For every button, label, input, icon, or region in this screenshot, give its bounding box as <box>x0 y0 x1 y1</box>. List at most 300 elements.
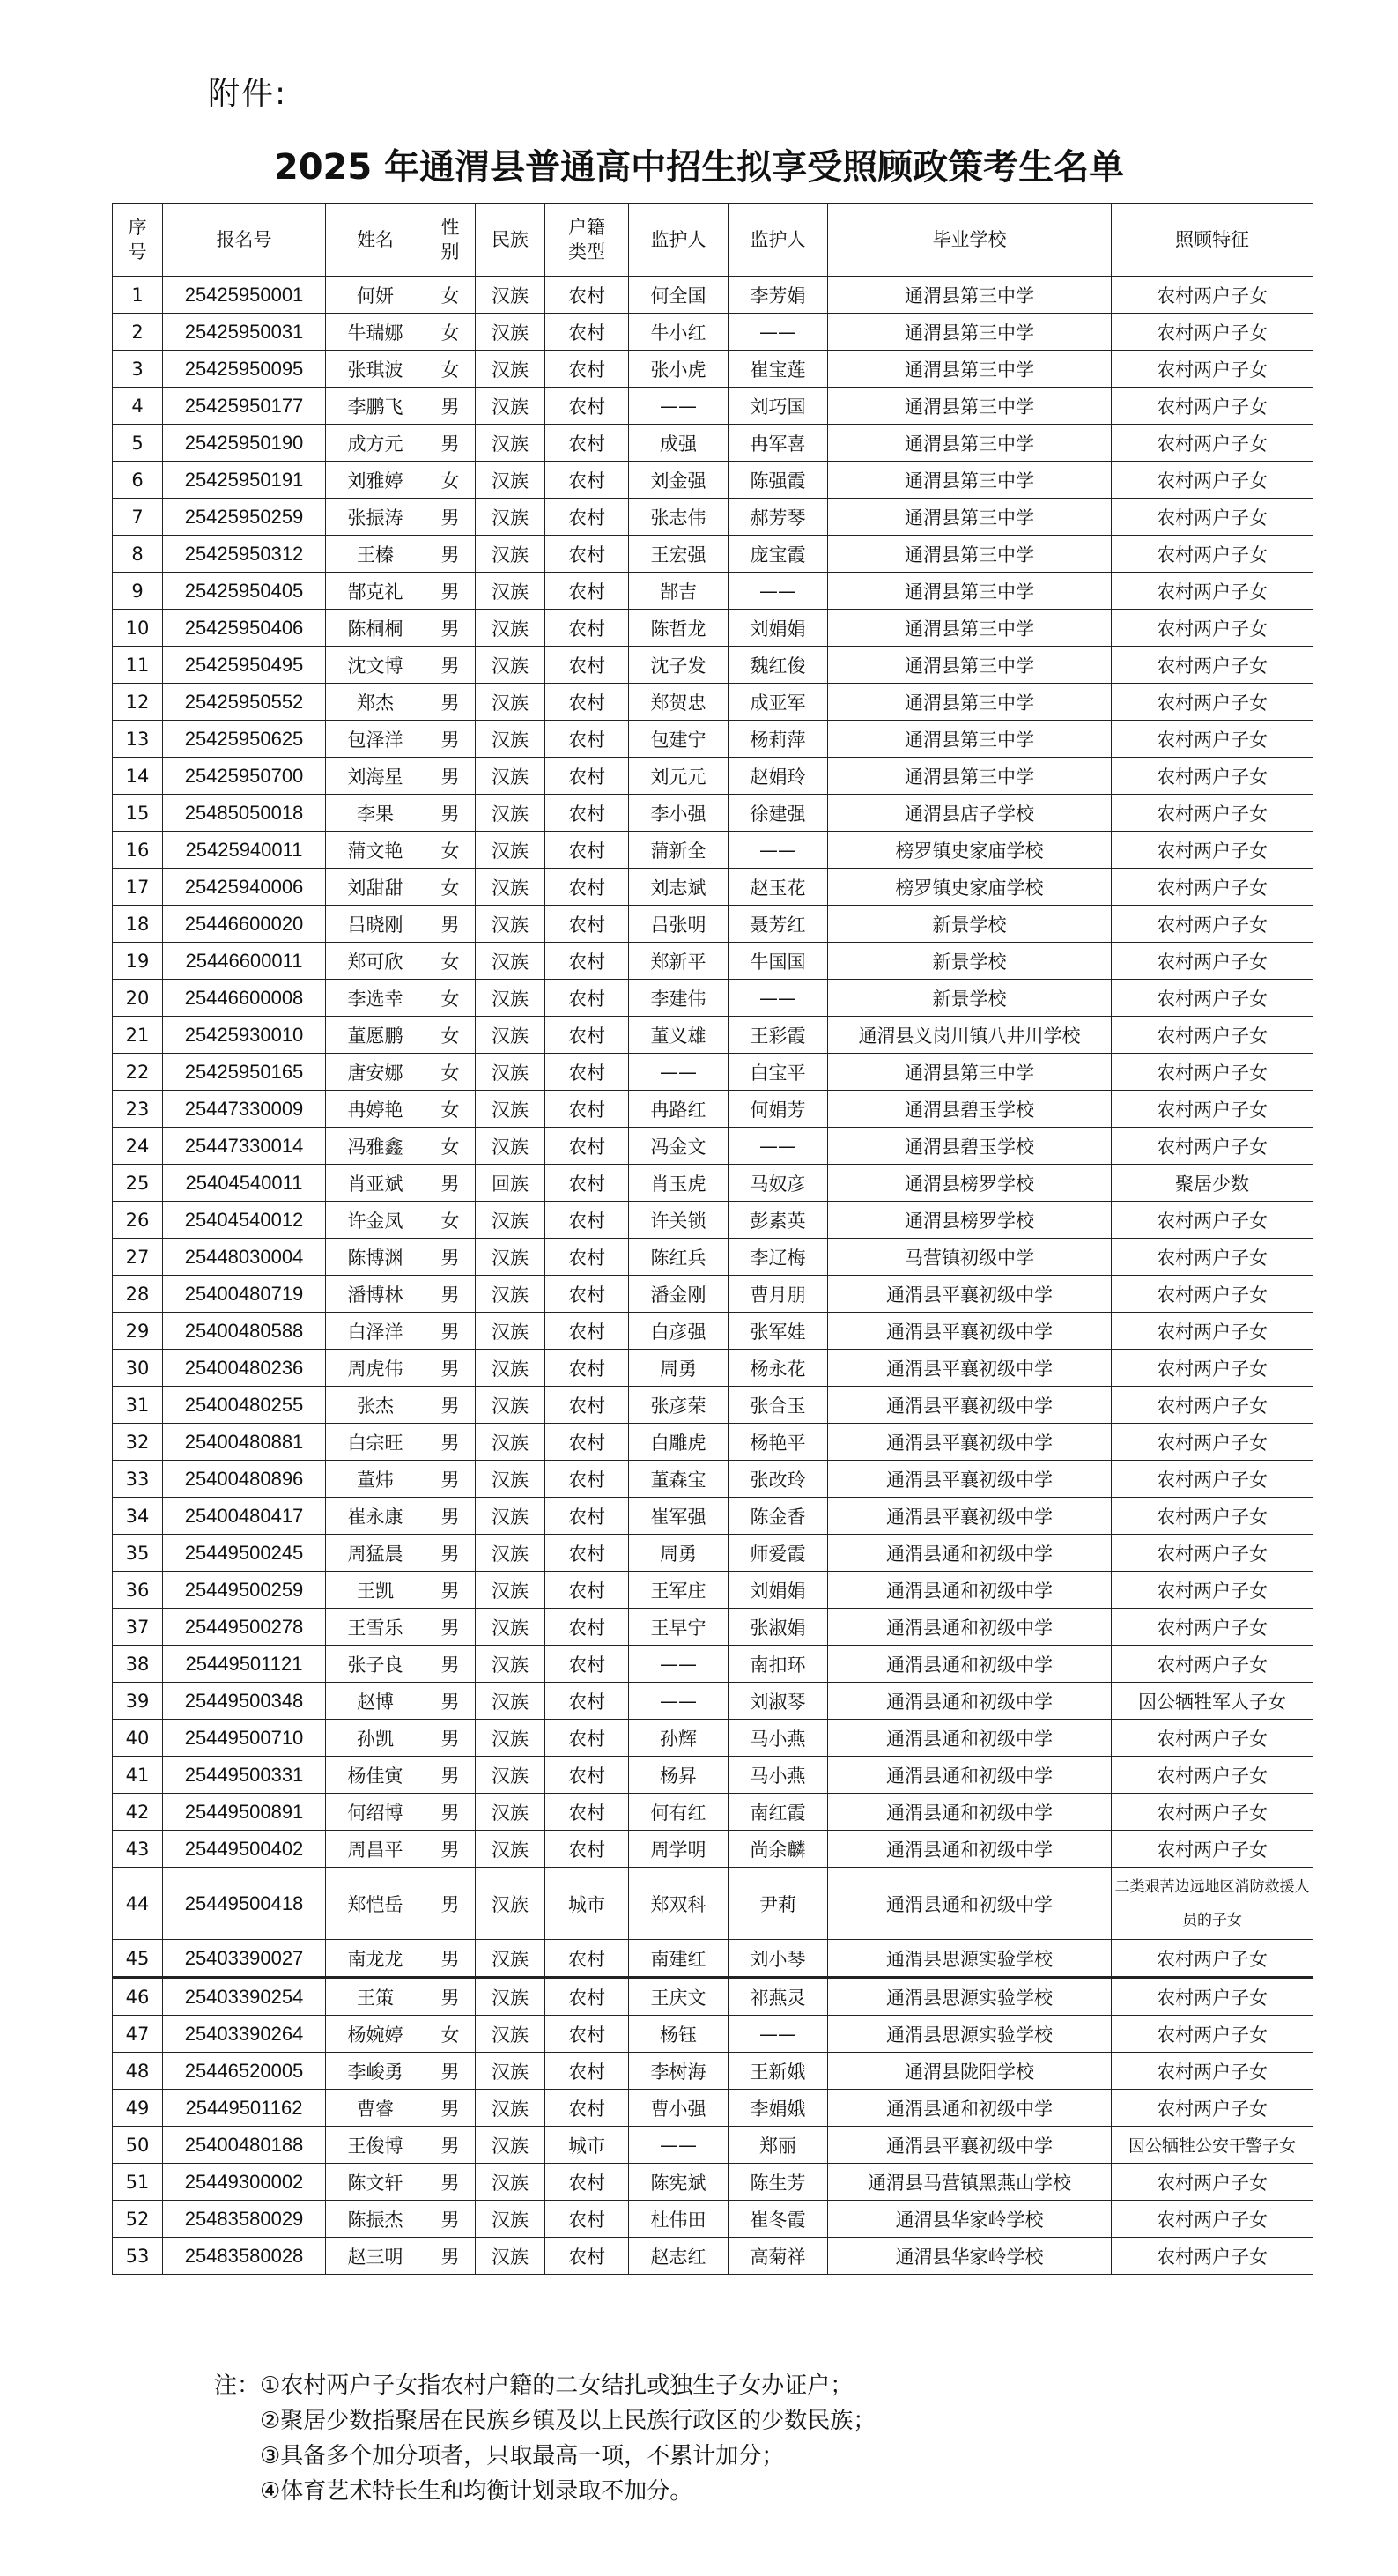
cell-feature: 农村两户子女 <box>1112 1572 1313 1609</box>
cell-guardian-1: 冯金文 <box>629 1128 729 1165</box>
cell-reg-no: 25449501121 <box>163 1646 326 1683</box>
cell-hukou: 农村 <box>545 610 629 647</box>
cell-seq: 51 <box>113 2164 163 2201</box>
cell-school: 通渭县第三中学 <box>828 351 1112 388</box>
cell-guardian-1: 杜伟田 <box>629 2201 729 2238</box>
cell-name: 潘博林 <box>326 1276 425 1313</box>
cell-gender: 女 <box>425 1202 476 1239</box>
col-guardian-2: 监护人 <box>729 204 828 277</box>
table-row <box>113 1461 1313 1498</box>
cell-gender: 男 <box>425 1498 476 1535</box>
cell-guardian-1: 周学明 <box>629 1831 729 1868</box>
cell-guardian-1: 曹小强 <box>629 2090 729 2127</box>
cell-seq: 8 <box>113 536 163 573</box>
cell-gender: 男 <box>425 795 476 832</box>
cell-guardian-1: —— <box>629 2127 729 2164</box>
cell-feature: 农村两户子女 <box>1112 906 1313 943</box>
cell-guardian-1: 李小强 <box>629 795 729 832</box>
col-school: 毕业学校 <box>828 204 1112 277</box>
cell-reg-no: 25425950165 <box>163 1054 326 1091</box>
cell-seq: 38 <box>113 1646 163 1683</box>
cell-hukou: 城市 <box>545 2127 629 2164</box>
cell-gender: 男 <box>425 1276 476 1313</box>
cell-guardian-2: 牛国国 <box>729 943 828 980</box>
student-list-table <box>112 203 1313 2275</box>
cell-seq: 4 <box>113 388 163 425</box>
cell-reg-no: 25483580028 <box>163 2238 326 2275</box>
cell-reg-no: 25425950312 <box>163 536 326 573</box>
cell-reg-no: 25485050018 <box>163 795 326 832</box>
cell-seq: 32 <box>113 1424 163 1461</box>
table-row <box>113 758 1313 795</box>
cell-guardian-2: 王彩霞 <box>729 1017 828 1054</box>
cell-reg-no: 25400480896 <box>163 1461 326 1498</box>
cell-seq: 30 <box>113 1350 163 1387</box>
cell-gender: 女 <box>425 1054 476 1091</box>
cell-gender: 男 <box>425 1165 476 1202</box>
cell-feature: 农村两户子女 <box>1112 610 1313 647</box>
cell-guardian-1: 孙辉 <box>629 1720 729 1757</box>
cell-name: 周猛晨 <box>326 1535 425 1572</box>
cell-seq: 29 <box>113 1313 163 1350</box>
cell-name: 蒲文艳 <box>326 832 425 869</box>
cell-ethnicity: 汉族 <box>476 1609 545 1646</box>
table-row <box>113 425 1313 462</box>
cell-gender: 男 <box>425 2201 476 2238</box>
table-row <box>113 1720 1313 1757</box>
cell-hukou: 农村 <box>545 573 629 610</box>
cell-ethnicity: 汉族 <box>476 795 545 832</box>
cell-feature: 农村两户子女 <box>1112 2090 1313 2127</box>
cell-school: 通渭县第三中学 <box>828 536 1112 573</box>
cell-name: 张杰 <box>326 1387 425 1424</box>
cell-reg-no: 25447330014 <box>163 1128 326 1165</box>
cell-gender: 女 <box>425 1091 476 1128</box>
cell-gender: 男 <box>425 684 476 721</box>
cell-name: 白泽洋 <box>326 1313 425 1350</box>
cell-school: 通渭县通和初级中学 <box>828 1609 1112 1646</box>
cell-seq: 16 <box>113 832 163 869</box>
cell-reg-no: 25449500710 <box>163 1720 326 1757</box>
cell-guardian-1: 周勇 <box>629 1535 729 1572</box>
cell-guardian-2: —— <box>729 573 828 610</box>
cell-feature: 农村两户子女 <box>1112 499 1313 536</box>
cell-reg-no: 25400480417 <box>163 1498 326 1535</box>
cell-reg-no: 25425950625 <box>163 721 326 758</box>
cell-feature: 农村两户子女 <box>1112 721 1313 758</box>
cell-ethnicity: 汉族 <box>476 1646 545 1683</box>
cell-seq: 9 <box>113 573 163 610</box>
note-2: ②聚居少数指聚居在民族乡镇及以上民族行政区的少数民族； <box>260 2408 877 2434</box>
cell-feature: 农村两户子女 <box>1112 1646 1313 1683</box>
cell-guardian-2: 李芳娟 <box>729 277 828 314</box>
cell-hukou: 农村 <box>545 2053 629 2090</box>
table-row <box>113 2201 1313 2238</box>
cell-hukou: 农村 <box>545 462 629 499</box>
cell-ethnicity: 汉族 <box>476 425 545 462</box>
cell-seq: 21 <box>113 1017 163 1054</box>
cell-school: 通渭县第三中学 <box>828 610 1112 647</box>
cell-gender: 男 <box>425 1683 476 1720</box>
cell-ethnicity: 汉族 <box>476 388 545 425</box>
cell-name: 郜克礼 <box>326 573 425 610</box>
cell-gender: 男 <box>425 1720 476 1757</box>
cell-ethnicity: 汉族 <box>476 1313 545 1350</box>
cell-guardian-2: —— <box>729 1128 828 1165</box>
cell-ethnicity: 汉族 <box>476 1202 545 1239</box>
cell-name: 陈振杰 <box>326 2201 425 2238</box>
cell-feature: 农村两户子女 <box>1112 1757 1313 1794</box>
cell-feature: 农村两户子女 <box>1112 758 1313 795</box>
cell-gender: 女 <box>425 314 476 351</box>
cell-seq: 17 <box>113 869 163 906</box>
cell-seq: 7 <box>113 499 163 536</box>
cell-feature: 农村两户子女 <box>1112 1276 1313 1313</box>
cell-guardian-2: 祁燕灵 <box>729 1978 828 2016</box>
table-row <box>113 1017 1313 1054</box>
cell-feature: 农村两户子女 <box>1112 1239 1313 1276</box>
cell-hukou: 农村 <box>545 277 629 314</box>
cell-reg-no: 25425950190 <box>163 425 326 462</box>
cell-ethnicity: 汉族 <box>476 1461 545 1498</box>
cell-reg-no: 25447330009 <box>163 1091 326 1128</box>
table-row <box>113 536 1313 573</box>
cell-hukou: 农村 <box>545 943 629 980</box>
cell-feature: 二类艰苦边远地区消防救援人员的子女 <box>1112 1868 1313 1940</box>
cell-reg-no: 25449500259 <box>163 1572 326 1609</box>
cell-guardian-2: 陈金香 <box>729 1498 828 1535</box>
cell-school: 通渭县平襄初级中学 <box>828 1276 1112 1313</box>
table-row <box>113 573 1313 610</box>
cell-guardian-2: 尚余麟 <box>729 1831 828 1868</box>
cell-school: 通渭县第三中学 <box>828 425 1112 462</box>
cell-ethnicity: 汉族 <box>476 2016 545 2053</box>
cell-name: 白宗旺 <box>326 1424 425 1461</box>
cell-guardian-1: 肖玉虎 <box>629 1165 729 1202</box>
cell-guardian-1: 郑双科 <box>629 1868 729 1940</box>
cell-feature: 农村两户子女 <box>1112 2053 1313 2090</box>
cell-guardian-2: 马奴彦 <box>729 1165 828 1202</box>
cell-guardian-2: 南扣环 <box>729 1646 828 1683</box>
cell-feature: 农村两户子女 <box>1112 1609 1313 1646</box>
cell-ethnicity: 汉族 <box>476 573 545 610</box>
cell-hukou: 农村 <box>545 1720 629 1757</box>
cell-name: 冯雅鑫 <box>326 1128 425 1165</box>
cell-name: 许金凤 <box>326 1202 425 1239</box>
cell-gender: 男 <box>425 1350 476 1387</box>
cell-feature: 农村两户子女 <box>1112 314 1313 351</box>
cell-guardian-1: 王军庄 <box>629 1572 729 1609</box>
cell-guardian-1: 潘金刚 <box>629 1276 729 1313</box>
cell-school: 通渭县马营镇黑燕山学校 <box>828 2164 1112 2201</box>
cell-seq: 25 <box>113 1165 163 1202</box>
cell-hukou: 农村 <box>545 2164 629 2201</box>
cell-ethnicity: 汉族 <box>476 1535 545 1572</box>
cell-gender: 男 <box>425 1239 476 1276</box>
cell-school: 通渭县第三中学 <box>828 684 1112 721</box>
cell-feature: 农村两户子女 <box>1112 980 1313 1017</box>
cell-guardian-1: —— <box>629 388 729 425</box>
cell-guardian-2: 白宝平 <box>729 1054 828 1091</box>
cell-ethnicity: 汉族 <box>476 1683 545 1720</box>
cell-guardian-2: 刘娟娟 <box>729 610 828 647</box>
table-row <box>113 1165 1313 1202</box>
col-reg-no: 报名号 <box>163 204 326 277</box>
cell-reg-no: 25403390254 <box>163 1978 326 2016</box>
cell-guardian-1: 王宏强 <box>629 536 729 573</box>
cell-hukou: 农村 <box>545 647 629 684</box>
cell-guardian-2: 杨莉萍 <box>729 721 828 758</box>
cell-school: 通渭县平襄初级中学 <box>828 1461 1112 1498</box>
cell-guardian-2: 杨艳平 <box>729 1424 828 1461</box>
attachment-label: 附件: <box>208 76 288 112</box>
cell-seq: 20 <box>113 980 163 1017</box>
cell-seq: 22 <box>113 1054 163 1091</box>
cell-hukou: 农村 <box>545 1424 629 1461</box>
cell-hukou: 农村 <box>545 795 629 832</box>
cell-ethnicity: 汉族 <box>476 1054 545 1091</box>
cell-school: 通渭县第三中学 <box>828 314 1112 351</box>
cell-ethnicity: 汉族 <box>476 351 545 388</box>
cell-gender: 男 <box>425 1424 476 1461</box>
cell-hukou: 农村 <box>545 1313 629 1350</box>
cell-guardian-1: 周勇 <box>629 1350 729 1387</box>
cell-guardian-2: 郝芳琴 <box>729 499 828 536</box>
cell-school: 通渭县第三中学 <box>828 573 1112 610</box>
cell-hukou: 农村 <box>545 1683 629 1720</box>
cell-guardian-2: —— <box>729 2016 828 2053</box>
cell-ethnicity: 汉族 <box>476 1757 545 1794</box>
cell-guardian-1: 张彦荣 <box>629 1387 729 1424</box>
table-row <box>113 2090 1313 2127</box>
cell-seq: 14 <box>113 758 163 795</box>
cell-feature: 农村两户子女 <box>1112 795 1313 832</box>
cell-gender: 男 <box>425 1313 476 1350</box>
cell-guardian-1: 白雕虎 <box>629 1424 729 1461</box>
cell-hukou: 农村 <box>545 1054 629 1091</box>
cell-school: 通渭县通和初级中学 <box>828 1831 1112 1868</box>
cell-name: 孙凯 <box>326 1720 425 1757</box>
cell-gender: 女 <box>425 1017 476 1054</box>
cell-hukou: 农村 <box>545 684 629 721</box>
table-row <box>113 869 1313 906</box>
cell-feature: 农村两户子女 <box>1112 1054 1313 1091</box>
cell-gender: 男 <box>425 536 476 573</box>
cell-name: 崔永康 <box>326 1498 425 1535</box>
cell-seq: 3 <box>113 351 163 388</box>
table-row <box>113 1276 1313 1313</box>
table-row <box>113 1091 1313 1128</box>
cell-hukou: 农村 <box>545 1202 629 1239</box>
cell-gender: 男 <box>425 1978 476 2016</box>
cell-reg-no: 25403390027 <box>163 1940 326 1978</box>
cell-guardian-1: 赵志红 <box>629 2238 729 2275</box>
cell-name: 包泽洋 <box>326 721 425 758</box>
table-row <box>113 499 1313 536</box>
cell-hukou: 农村 <box>545 1535 629 1572</box>
cell-ethnicity: 汉族 <box>476 869 545 906</box>
table-row <box>113 610 1313 647</box>
cell-school: 通渭县榜罗学校 <box>828 1165 1112 1202</box>
table-row <box>113 1831 1313 1868</box>
cell-name: 王策 <box>326 1978 425 2016</box>
cell-guardian-2: 南红霞 <box>729 1794 828 1831</box>
cell-gender: 男 <box>425 2164 476 2201</box>
cell-feature: 农村两户子女 <box>1112 1017 1313 1054</box>
cell-guardian-1: 吕张明 <box>629 906 729 943</box>
cell-guardian-2: 郑丽 <box>729 2127 828 2164</box>
cell-seq: 45 <box>113 1940 163 1978</box>
cell-guardian-2: —— <box>729 314 828 351</box>
cell-guardian-1: 陈哲龙 <box>629 610 729 647</box>
cell-reg-no: 25449500891 <box>163 1794 326 1831</box>
cell-ethnicity: 汉族 <box>476 1387 545 1424</box>
cell-feature: 聚居少数 <box>1112 1165 1313 1202</box>
cell-reg-no: 25425950031 <box>163 314 326 351</box>
note-4: ④体育艺术特长生和均衡计划录取不加分。 <box>260 2478 693 2505</box>
cell-school: 通渭县陇阳学校 <box>828 2053 1112 2090</box>
cell-seq: 41 <box>113 1757 163 1794</box>
cell-guardian-2: 徐建强 <box>729 795 828 832</box>
table-header-row <box>113 204 1313 277</box>
cell-guardian-2: 刘娟娟 <box>729 1572 828 1609</box>
table-row <box>113 1572 1313 1609</box>
cell-guardian-1: —— <box>629 1054 729 1091</box>
cell-seq: 10 <box>113 610 163 647</box>
cell-ethnicity: 汉族 <box>476 758 545 795</box>
cell-guardian-1: —— <box>629 1683 729 1720</box>
cell-gender: 女 <box>425 943 476 980</box>
cell-guardian-2: 崔宝莲 <box>729 351 828 388</box>
cell-guardian-2: 张军娃 <box>729 1313 828 1350</box>
cell-ethnicity: 汉族 <box>476 1239 545 1276</box>
cell-reg-no: 25425950405 <box>163 573 326 610</box>
cell-name: 陈文轩 <box>326 2164 425 2201</box>
table-row <box>113 2016 1313 2053</box>
cell-seq: 39 <box>113 1683 163 1720</box>
cell-reg-no: 25400480881 <box>163 1424 326 1461</box>
cell-guardian-2: 成亚军 <box>729 684 828 721</box>
cell-reg-no: 25425950095 <box>163 351 326 388</box>
cell-school: 通渭县第三中学 <box>828 388 1112 425</box>
cell-school: 通渭县平襄初级中学 <box>828 2127 1112 2164</box>
cell-reg-no: 25400480236 <box>163 1350 326 1387</box>
cell-name: 李选幸 <box>326 980 425 1017</box>
cell-seq: 48 <box>113 2053 163 2090</box>
cell-ethnicity: 汉族 <box>476 2090 545 2127</box>
cell-school: 通渭县华家岭学校 <box>828 2201 1112 2238</box>
cell-hukou: 农村 <box>545 906 629 943</box>
cell-hukou: 农村 <box>545 1387 629 1424</box>
cell-gender: 男 <box>425 2053 476 2090</box>
cell-ethnicity: 汉族 <box>476 277 545 314</box>
table-row <box>113 277 1313 314</box>
cell-guardian-2: 刘淑琴 <box>729 1683 828 1720</box>
cell-guardian-1: —— <box>629 1646 729 1683</box>
cell-guardian-1: 杨昇 <box>629 1757 729 1794</box>
cell-school: 榜罗镇史家庙学校 <box>828 869 1112 906</box>
cell-guardian-1: 杨钰 <box>629 2016 729 2053</box>
cell-guardian-2: 陈生芳 <box>729 2164 828 2201</box>
cell-name: 赵博 <box>326 1683 425 1720</box>
cell-feature: 农村两户子女 <box>1112 1202 1313 1239</box>
cell-ethnicity: 汉族 <box>476 1276 545 1313</box>
table-row <box>113 1350 1313 1387</box>
cell-ethnicity: 汉族 <box>476 499 545 536</box>
cell-guardian-1: 王庆文 <box>629 1978 729 2016</box>
cell-name: 郑杰 <box>326 684 425 721</box>
cell-gender: 男 <box>425 2090 476 2127</box>
cell-hukou: 农村 <box>545 1757 629 1794</box>
cell-ethnicity: 汉族 <box>476 980 545 1017</box>
cell-guardian-2: 赵玉花 <box>729 869 828 906</box>
cell-hukou: 农村 <box>545 832 629 869</box>
cell-seq: 53 <box>113 2238 163 2275</box>
cell-name: 成方元 <box>326 425 425 462</box>
cell-feature: 农村两户子女 <box>1112 2016 1313 2053</box>
cell-ethnicity: 汉族 <box>476 1128 545 1165</box>
cell-hukou: 农村 <box>545 351 629 388</box>
cell-ethnicity: 汉族 <box>476 2164 545 2201</box>
table-row <box>113 388 1313 425</box>
cell-guardian-1: 刘志斌 <box>629 869 729 906</box>
cell-gender: 男 <box>425 2127 476 2164</box>
cell-guardian-2: 曹月朋 <box>729 1276 828 1313</box>
cell-gender: 女 <box>425 869 476 906</box>
cell-school: 通渭县通和初级中学 <box>828 1535 1112 1572</box>
cell-reg-no: 25425950700 <box>163 758 326 795</box>
cell-guardian-2: 张改玲 <box>729 1461 828 1498</box>
cell-school: 通渭县第三中学 <box>828 499 1112 536</box>
table-body <box>113 277 1313 2275</box>
cell-school: 新景学校 <box>828 906 1112 943</box>
cell-guardian-1: 郑新平 <box>629 943 729 980</box>
cell-hukou: 农村 <box>545 2090 629 2127</box>
cell-seq: 36 <box>113 1572 163 1609</box>
cell-school: 通渭县第三中学 <box>828 721 1112 758</box>
cell-feature: 农村两户子女 <box>1112 1720 1313 1757</box>
cell-school: 通渭县通和初级中学 <box>828 1794 1112 1831</box>
cell-gender: 男 <box>425 610 476 647</box>
cell-hukou: 农村 <box>545 2238 629 2275</box>
notes <box>214 2368 876 2509</box>
cell-feature: 农村两户子女 <box>1112 425 1313 462</box>
cell-name: 张琪波 <box>326 351 425 388</box>
cell-guardian-1: 郜吉 <box>629 573 729 610</box>
cell-gender: 男 <box>425 425 476 462</box>
cell-name: 董炜 <box>326 1461 425 1498</box>
cell-school: 通渭县店子学校 <box>828 795 1112 832</box>
table-row <box>113 1424 1313 1461</box>
cell-gender: 男 <box>425 1609 476 1646</box>
cell-name: 周昌平 <box>326 1831 425 1868</box>
cell-feature: 农村两户子女 <box>1112 1350 1313 1387</box>
cell-gender: 男 <box>425 573 476 610</box>
cell-guardian-1: 沈子发 <box>629 647 729 684</box>
cell-ethnicity: 汉族 <box>476 1498 545 1535</box>
cell-school: 榜罗镇史家庙学校 <box>828 832 1112 869</box>
cell-guardian-1: 白彦强 <box>629 1313 729 1350</box>
cell-gender: 男 <box>425 1940 476 1978</box>
cell-school: 通渭县通和初级中学 <box>828 1720 1112 1757</box>
cell-hukou: 农村 <box>545 1276 629 1313</box>
cell-feature: 农村两户子女 <box>1112 536 1313 573</box>
table-row <box>113 1978 1313 2016</box>
cell-hukou: 城市 <box>545 1868 629 1940</box>
cell-name: 杨佳寅 <box>326 1757 425 1794</box>
cell-seq: 1 <box>113 277 163 314</box>
cell-name: 何绍博 <box>326 1794 425 1831</box>
